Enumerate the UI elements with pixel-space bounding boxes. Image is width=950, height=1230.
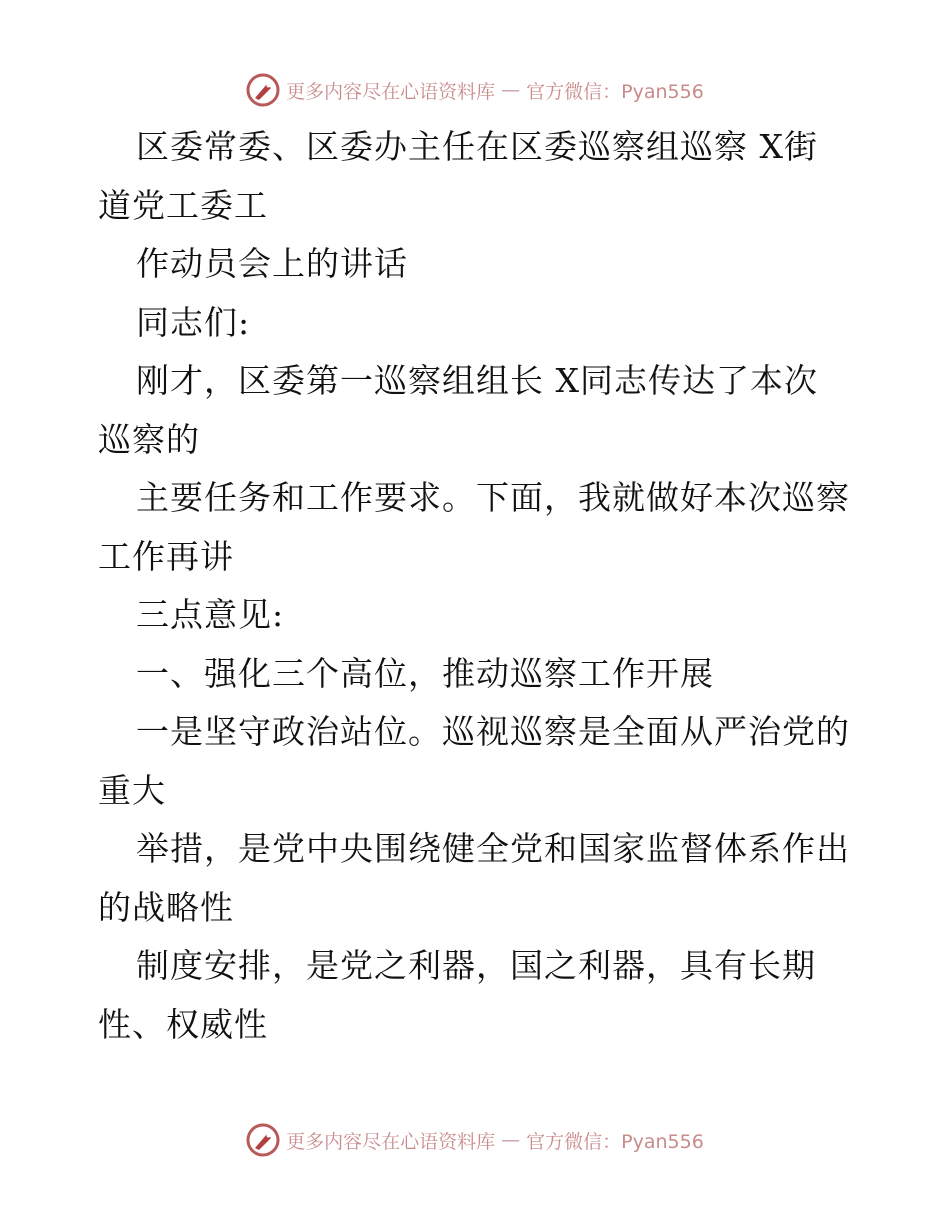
header-watermark [0, 70, 950, 110]
document-body [98, 118, 858, 1054]
watermark-text: 更多内容尽在心语资料库 [286, 1130, 496, 1153]
text-line: 同志们: [136, 302, 251, 342]
watermark-contact: 官方微信：Pyan556 [526, 80, 704, 103]
text-line: 三点意见: [136, 595, 285, 634]
watermark-contact: 官方微信：Pyan556 [526, 1130, 704, 1153]
text-line: 作动员会上的讲话 [136, 244, 408, 283]
text-line: 区委常委、区委办主任在区委巡察组巡察 X街 [136, 127, 818, 166]
pen-nib-logo-icon [246, 73, 280, 107]
text-line: 道党工委工 [98, 185, 268, 225]
text-line: 工作再讲 [98, 536, 234, 576]
text-line: 举措，是党中央围绕健全党和国家监督体系作出 [136, 829, 850, 868]
text-line: 的战略性 [98, 887, 234, 927]
watermark-text: 更多内容尽在心语资料库 [286, 80, 496, 103]
pen-nib-logo-icon [246, 1123, 280, 1157]
text-line: 巡察的 [98, 419, 200, 459]
watermark-separator: — [501, 1129, 521, 1151]
text-line: 主要任务和工作要求。下面，我就做好本次巡察 [136, 478, 850, 517]
text-line: 重大 [98, 770, 166, 810]
text-line: 制度安排，是党之利器，国之利器，具有长期 [136, 946, 816, 985]
text-line: 一是坚守政治站位。巡视巡察是全面从严治党的 [136, 712, 850, 751]
text-line: 性、权威性 [98, 1004, 268, 1044]
text-line: 一、强化三个高位，推动巡察工作开展 [136, 653, 714, 693]
footer-watermark [0, 1120, 950, 1160]
watermark-separator: — [501, 79, 521, 101]
text-line: 刚才，区委第一巡察组组长 X同志传达了本次 [136, 361, 818, 400]
